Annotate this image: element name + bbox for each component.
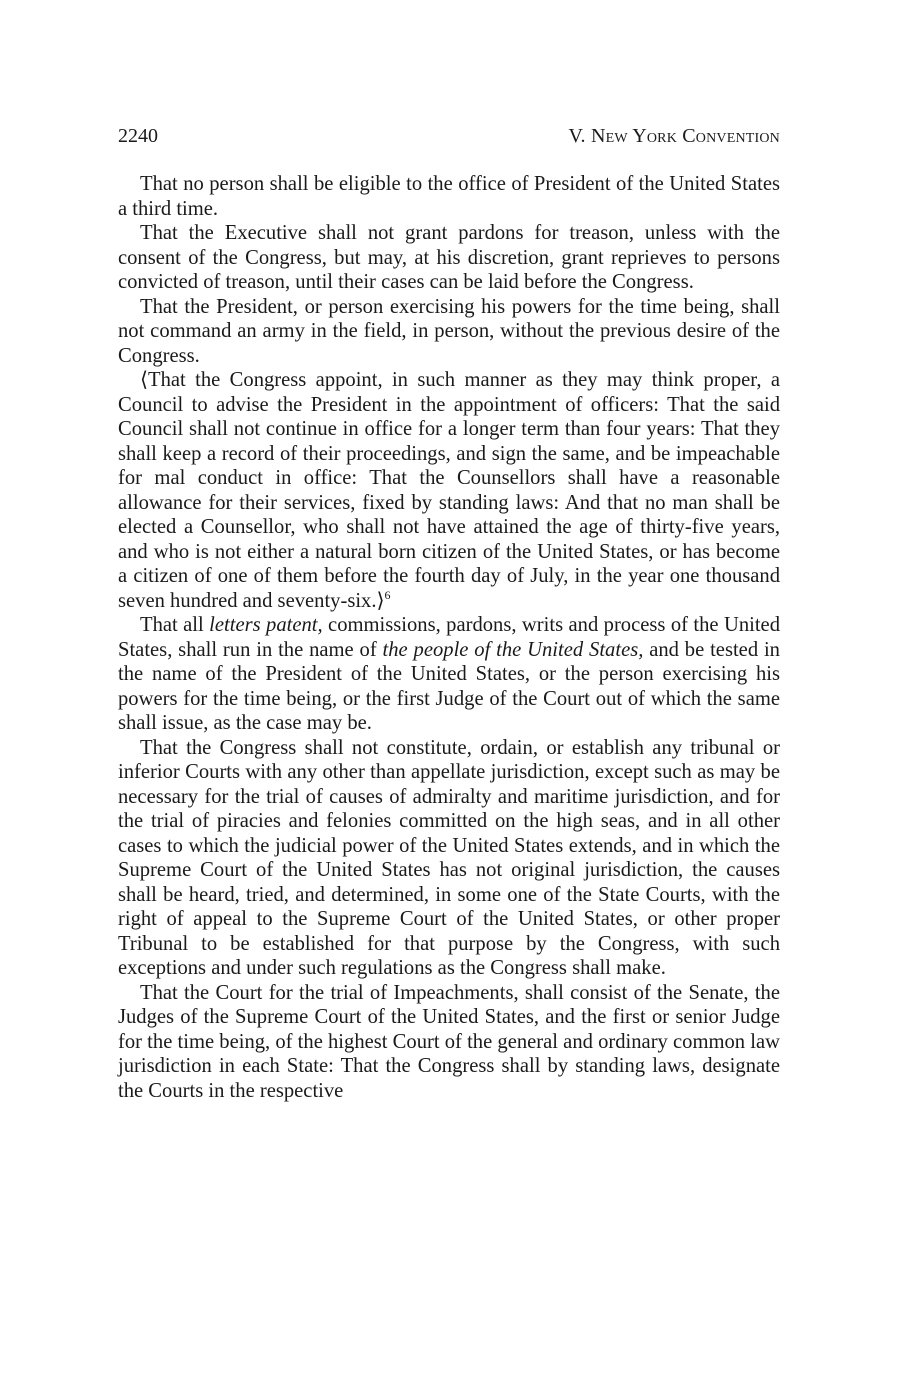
text-run: and be tested in the name of the President of the United States, or the person exercising his powers for the time being, or the first Judge of the Court out of which the same shall issue, as the case may be. [118, 638, 780, 734]
page-number: 2240 [118, 125, 158, 147]
paragraph-inferior-courts: That the Congress shall not constitute, ordain, or establish any tribunal or inferior Courts with any other than appellate jurisdiction, except such as may be necessary for the trial of causes of admiralty and maritime jurisdiction, and for the trial of piracies and felonies committed on the high seas, and in all other cases to which the judicial power of the United States extends, and in which the Supreme Court of the United States has not original jurisdiction, the causes shall be heard, tried, and determined, in some one of the State Courts, with the right of appeal to the Supreme Court of the United States, or other proper Tribunal to be established for that purpose by the Congress, with such exceptions and under such regulations as the Congress shall make. [118, 736, 780, 979]
paragraph-pardons: That the Executive shall not grant pardons for treason, unless with the consent of the Congress, but may, at his discretion, grant reprieves to persons convicted of treason, until their cases can be laid before the Congress. [118, 222, 780, 293]
paragraph-letters-patent [118, 613, 780, 736]
running-header [118, 122, 780, 150]
paragraph-third-term: That no person shall be eligible to the office of President of the United States a third time. [118, 173, 780, 220]
council-text: ⟨That the Congress appoint, in such manner as they may think proper, a Council to advise the President in the appointment of officers: That the said Council shall not continue in office for a longer term than four years: That they shall keep a record of their proceedings, and sign the same, and be impeachable for mal conduct in office: That the Counsellors shall have a reasonable allowance for their services, fixed by standing laws: And that no man shall be elected a Counsellor, who shall not have attained the age of thirty-five years, and who is not either a natural born citizen of the United States, or has become a citizen of one of them before the fourth day of July, in the year one thousand seven hundred and seventy-six.⟩ [118, 369, 780, 612]
text-run: commissions, pardons, writs and process of the United States, shall run in the name of [118, 614, 780, 661]
paragraph-army-command: That the President, or person exercising his powers for the time being, shall not command an army in the field, in person, without the previous desire of the Congress. [118, 295, 780, 367]
italic-run: the people of the United States, [382, 638, 644, 661]
text-run: That all [140, 614, 210, 636]
paragraph-impeachment-court: That the Court for the trial of Impeachments, shall consist of the Senate, the Judges of the Supreme Court of the United States, and the first or senior Judge for the time being, of the highest Court of the general and ordinary common law jurisdiction in each State: That the Congress shall by standing laws, designate the Courts in the respective [118, 981, 780, 1102]
section-title: V. New York Convention [568, 125, 780, 147]
body-text [118, 172, 780, 1103]
paragraph-council [118, 368, 780, 613]
italic-run: letters patent, [209, 614, 323, 636]
document-page [118, 122, 780, 1103]
footnote-marker: 6 [384, 587, 391, 602]
